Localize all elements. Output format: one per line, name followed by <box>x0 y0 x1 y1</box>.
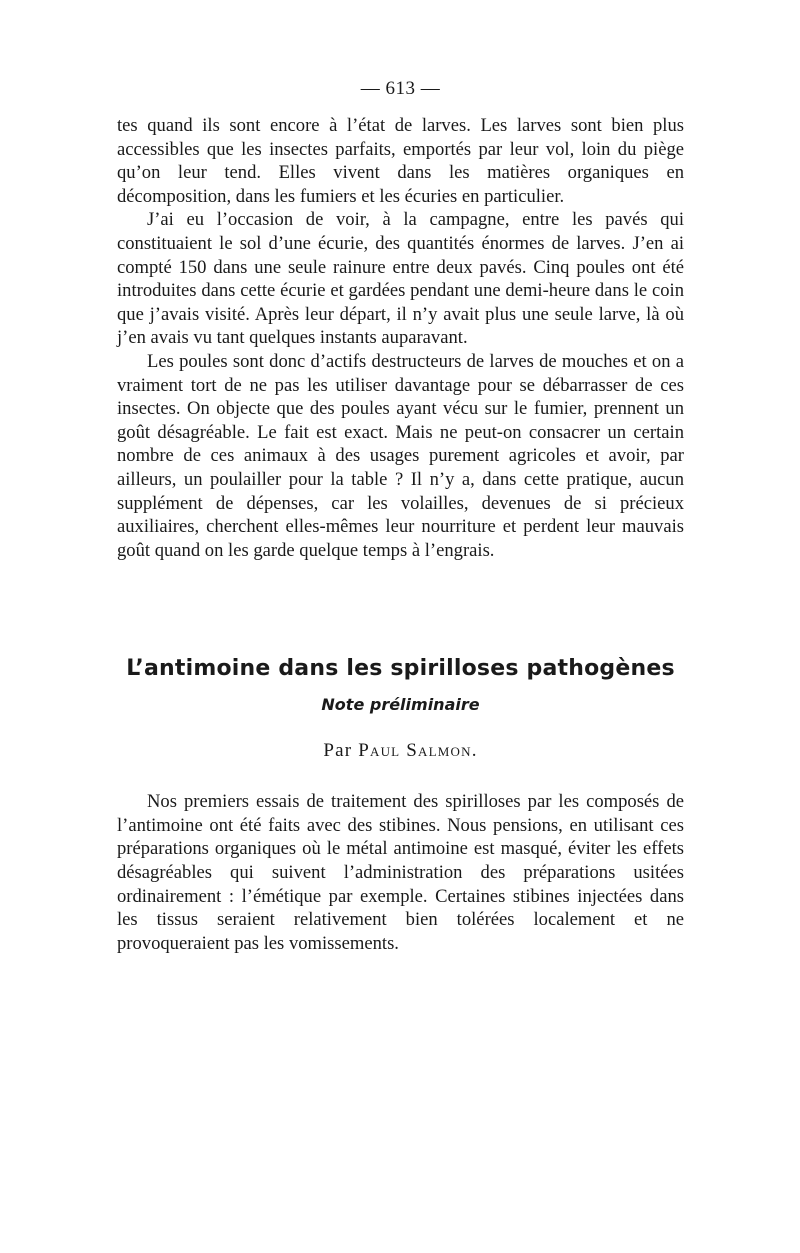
article-title: L’antimoine dans les spirilloses pathogènes <box>126 656 675 682</box>
paragraph: Les poules sont donc d’actifs destructeurs de larves de mouches et on a vraiment tort de ne pas les utiliser davantage pour se débarrasser de ces insectes. On objecte que des poules ayant vécu sur le fumier, prennent un goût désagréable. Le fait est exact. Mais ne peut-on consacrer un certain nombre de ces animaux à des usages purement agricoles et avoir, par ailleurs, un poulailler pour la table ? Il n’y a, dans cette pratique, aucun supplément de dépenses, car les volailles, devenues de si précieux auxiliaires, cherchent elles-mêmes leur nourriture et perdent leur mauvais goût quand on les garde quelque temps à l’engrais. <box>117 350 684 561</box>
author-byline <box>117 740 684 762</box>
author-name: Paul Salmon. <box>358 740 478 762</box>
page-number: — 613 — <box>360 78 441 99</box>
document-page <box>117 78 684 955</box>
article-body <box>117 790 684 955</box>
paragraph: tes quand ils sont encore à l’état de larves. Les larves sont bien plus accessibles que les insectes parfaits, emportés par leur vol, loin du piège qu’on leur tend. Elles vivent dans les matières organiques en décomposition, dans les fumiers et les écuries en particulier. <box>117 115 684 207</box>
byline-prefix: Par <box>323 740 359 762</box>
article-subtitle: Note préliminaire <box>321 695 480 715</box>
paragraph: Nos premiers essais de traitement des spirilloses par les composés de l’antimoine ont été faits avec des stibines. Nous pensions, en utilisant ces préparations organiques où le métal antimoine est masqué, éviter les effets désagréables qui suivent l’administration des préparations usitées ordinairement : l’émétique par exemple. Certaines stibines injectées dans les tissus seraient relativement bien tolérées localement et ne provoqueraient pas les vomissements. <box>117 791 684 954</box>
previous-article-text <box>117 114 684 562</box>
paragraph: J’ai eu l’occasion de voir, à la campagne, entre les pavés qui constituaient le sol d’une écurie, des quantités énormes de larves. J’en ai compté 150 dans une seule rainure entre deux pavés. Cinq poules ont été introduites dans cette écurie et gardées pendant une demi-heure dans le coin que j’avais visité. Après leur départ, il n’y avait plus une seule larve, là où j’en avais vu tant quelques instants auparavant. <box>117 209 684 349</box>
